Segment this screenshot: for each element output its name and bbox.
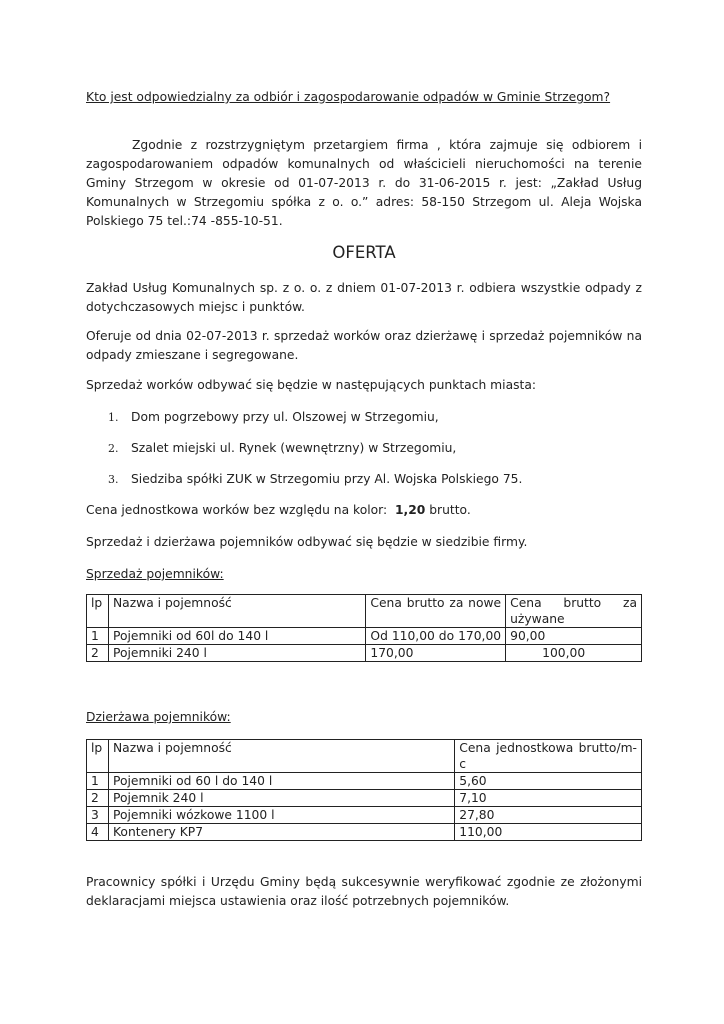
offer-paragraph-1: Zakład Usług Komunalnych sp. z o. o. z dniem 01-07-2013 r. odbiera wszystkie odpady z dotychczasowych miejsc i punktów.: [86, 281, 642, 314]
intro-paragraph: Zgodnie z rozstrzygniętym przetargiem firma , która zajmuje się odbiorem i zagospodarowaniem odpadów komunalnych od właścicieli nieruchomości na terenie Gminy Strzegom w okresie od 01-07-2013 r. do 31-06-2015 r. jest: „Zakład Usług Komunalnych w Strzegomiu spółka z o. o.” adres: 58-150 Strzegom ul. Aleja Wojska Polskiego 75 tel.:74 -855-10-51.: [86, 138, 642, 228]
list-item: [86, 439, 642, 470]
col-header-price-monthly: Cena jednostkowa brutto/m-c: [455, 740, 642, 773]
table-header-row: [87, 740, 642, 773]
list-text: Dom pogrzebowy przy ul. Olszowej w Strzegomiu,: [131, 410, 439, 424]
list-text: Szalet miejski ul. Rynek (wewnętrzny) w Strzegomiu,: [131, 441, 457, 455]
document-heading: Kto jest odpowiedzialny za odbiór i zagospodarowanie odpadów w Gminie Strzegom?: [86, 90, 611, 104]
lease-section-title: Dzierżawa pojemników:: [86, 710, 231, 724]
cell: 110,00: [455, 824, 642, 841]
points-list: [86, 408, 642, 501]
points-intro: Sprzedaż worków odbywać się będzie w następujących punktach miasta:: [86, 378, 537, 392]
lease-table: [86, 739, 642, 841]
table-row: [87, 773, 642, 790]
cell: 4: [87, 824, 109, 841]
cell: 7,10: [455, 790, 642, 807]
cell: Pojemniki wózkowe 1100 l: [108, 807, 454, 824]
cell: 2: [87, 790, 109, 807]
cell: 5,60: [455, 773, 642, 790]
list-number: 1.: [108, 411, 119, 424]
cell: 1: [87, 628, 109, 645]
col-header-name: Nazwa i pojemność: [108, 740, 454, 773]
list-text: Siedziba spółki ZUK w Strzegomiu przy Al. Wojska Polskiego 75.: [131, 472, 523, 486]
cell: Od 110,00 do 170,00: [366, 628, 506, 645]
offer-title: OFERTA: [332, 243, 396, 262]
price-value: 1,20: [394, 503, 426, 517]
list-item: [86, 470, 642, 501]
closing-paragraph: Pracownicy spółki i Urzędu Gminy będą sukcesywnie weryfikować zgodnie ze złożonymi deklaracjami miejsca ustawienia oraz ilość potrzebnych pojemników.: [86, 875, 642, 908]
cell: Pojemniki od 60 l do 140 l: [108, 773, 454, 790]
cell: Kontenery KP7: [108, 824, 454, 841]
col-header-lp: lp: [87, 740, 109, 773]
offer-paragraph-2: Oferuje od dnia 02-07-2013 r. sprzedaż worków oraz dzierżawę i sprzedaż pojemników na odpady zmieszane i segregowane.: [86, 329, 642, 362]
cell: Pojemnik 240 l: [108, 790, 454, 807]
cell: 27,80: [455, 807, 642, 824]
col-header-lp: lp: [87, 595, 109, 628]
col-header-price-used: Cena brutto za używane: [506, 595, 642, 628]
price-suffix: brutto.: [425, 503, 471, 517]
cell: 90,00: [506, 628, 642, 645]
table-row: [87, 824, 642, 841]
cell: 3: [87, 807, 109, 824]
col-header-name: Nazwa i pojemność: [108, 595, 365, 628]
cell: Pojemniki od 60l do 140 l: [108, 628, 365, 645]
cell: 2: [87, 645, 109, 662]
cell: 170,00: [366, 645, 506, 662]
table-row: [87, 790, 642, 807]
list-number: 2.: [108, 442, 119, 455]
cell: Pojemniki 240 l: [108, 645, 365, 662]
rent-info-paragraph: Sprzedaż i dzierżawa pojemników odbywać się będzie w siedzibie firmy.: [86, 535, 528, 549]
cell: 100,00: [506, 645, 642, 662]
sale-table: [86, 594, 642, 662]
table-row: [87, 807, 642, 824]
table-row: [87, 645, 642, 662]
col-header-price-new: Cena brutto za nowe: [366, 595, 506, 628]
sale-section-title: Sprzedaż pojemników:: [86, 567, 224, 581]
price-label: Cena jednostkowa worków bez względu na kolor:: [86, 503, 395, 517]
list-item: [86, 408, 642, 439]
list-number: 3.: [108, 473, 119, 486]
table-header-row: [87, 595, 642, 628]
price-paragraph: [86, 501, 642, 520]
table-row: [87, 628, 642, 645]
cell: 1: [87, 773, 109, 790]
